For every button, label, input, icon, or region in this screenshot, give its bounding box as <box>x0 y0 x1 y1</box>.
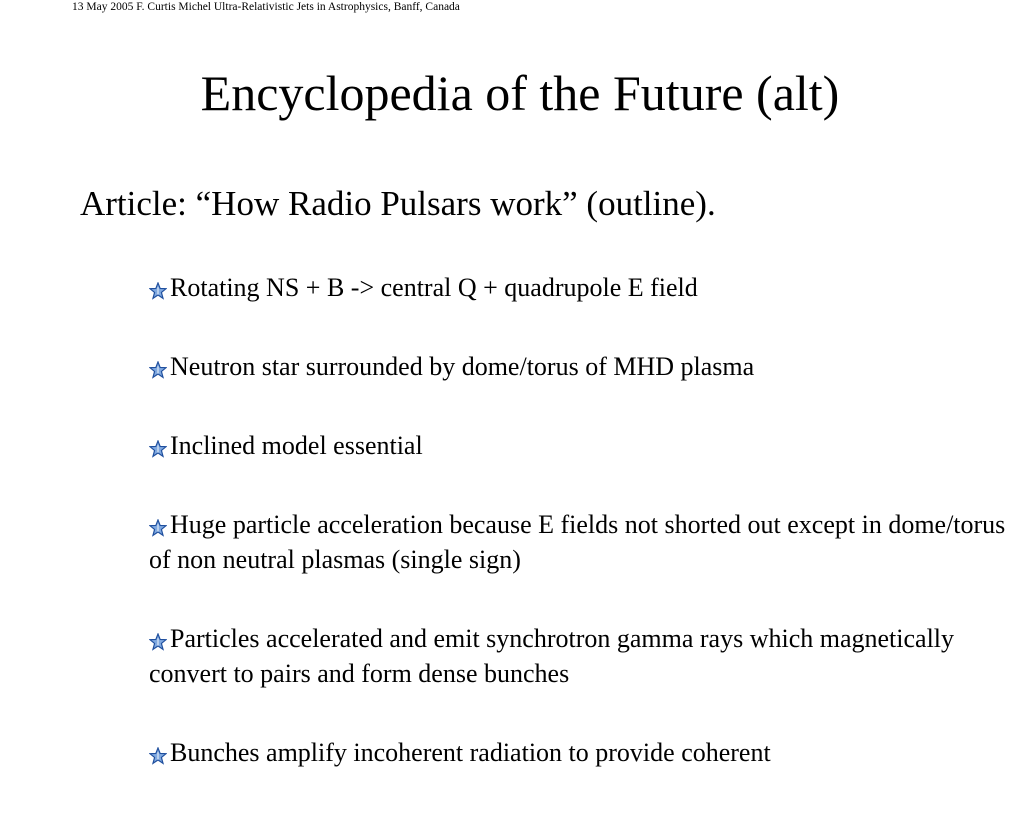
bullet-text: Rotating NS + B -> central Q + quadrupole E field <box>170 273 698 302</box>
star-icon <box>149 361 167 379</box>
bullet-item <box>149 735 1009 770</box>
star-icon <box>149 440 167 458</box>
star-icon <box>149 519 167 537</box>
bullet-text: Huge particle acceleration because E fields not shorted out except in dome/torus of non neutral plasmas (single sign) <box>149 510 1006 574</box>
star-icon <box>149 633 167 651</box>
article-subtitle: Article: “How Radio Pulsars work” (outline). <box>80 184 716 223</box>
bullet-item <box>149 270 1009 305</box>
bullet-text: Bunches amplify incoherent radiation to provide coherent <box>170 738 771 767</box>
slide-header: 13 May 2005 F. Curtis Michel Ultra-Relativistic Jets in Astrophysics, Banff, Canada <box>72 1 460 13</box>
bullet-text: Particles accelerated and emit synchrotron gamma rays which magnetically convert to pairs and form dense bunches <box>149 624 955 688</box>
bullet-text: Inclined model essential <box>170 431 423 460</box>
bullet-item <box>149 349 1009 384</box>
bullet-text: Neutron star surrounded by dome/torus of MHD plasma <box>170 352 755 381</box>
bullet-list <box>149 270 1009 814</box>
star-icon <box>149 282 167 300</box>
star-icon <box>149 747 167 765</box>
bullet-item <box>149 621 1009 691</box>
slide-title: Encyclopedia of the Future (alt) <box>200 65 840 121</box>
bullet-item <box>149 428 1009 463</box>
bullet-item <box>149 507 1009 577</box>
